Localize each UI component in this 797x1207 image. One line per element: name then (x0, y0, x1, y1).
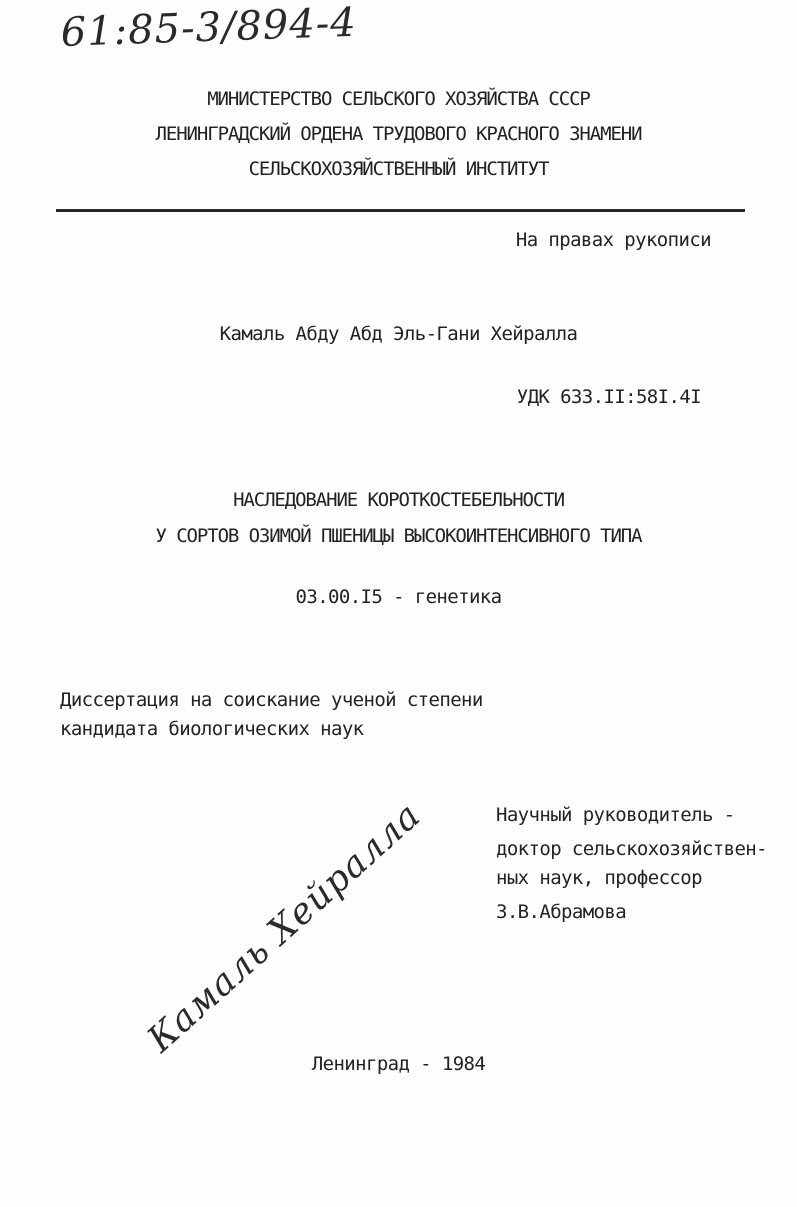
author-name: Камаль Абду Абд Эль-Гани Хейралла (219, 323, 578, 345)
specialty-code: 03.00.I5 - генетика (295, 586, 502, 608)
supervisor-line2: доктор сельскохозяйствен- (496, 838, 767, 860)
place-and-year: Ленинград - 1984 (311, 1053, 486, 1075)
supervisor-line3: ных наук, профессор (496, 867, 702, 889)
institute-heading-line2: СЕЛЬСКОХОЗЯЙСТВЕННЫЙ ИНСТИТУТ (248, 158, 549, 180)
degree-line2: кандидата биологических наук (60, 718, 364, 740)
degree-line1: Диссертация на соискание ученой степени (60, 689, 483, 711)
institute-heading-line1: ЛЕНИНГРАДСКИЙ ОРДЕНА ТРУДОВОГО КРАСНОГО ЗНАМЕНИ (155, 123, 642, 145)
supervisor-line1: Научный руководитель - (496, 804, 735, 826)
header-divider (56, 209, 745, 212)
supervisor-name: З.В.Абрамова (496, 901, 627, 923)
thesis-title-line1: НАСЛЕДОВАНИЕ КОРОТКОСТЕБЕЛЬНОСТИ (233, 489, 564, 511)
thesis-title-line2: У СОРТОВ ОЗИМОЙ ПШЕНИЦЫ ВЫСОКОИНТЕНСИВНОГО ТИПА (155, 525, 642, 547)
manuscript-note: На правах рукописи (515, 229, 711, 251)
udc-code: УДК 633.II:58I.4I (516, 386, 701, 408)
archive-number: 61:85-3/894-4 (60, 0, 358, 56)
ministry-heading: МИНИСТЕРСТВО СЕЛЬСКОГО ХОЗЯЙСТВА СССР (207, 88, 590, 110)
author-signature: Камаль Хейралла (140, 794, 429, 1061)
